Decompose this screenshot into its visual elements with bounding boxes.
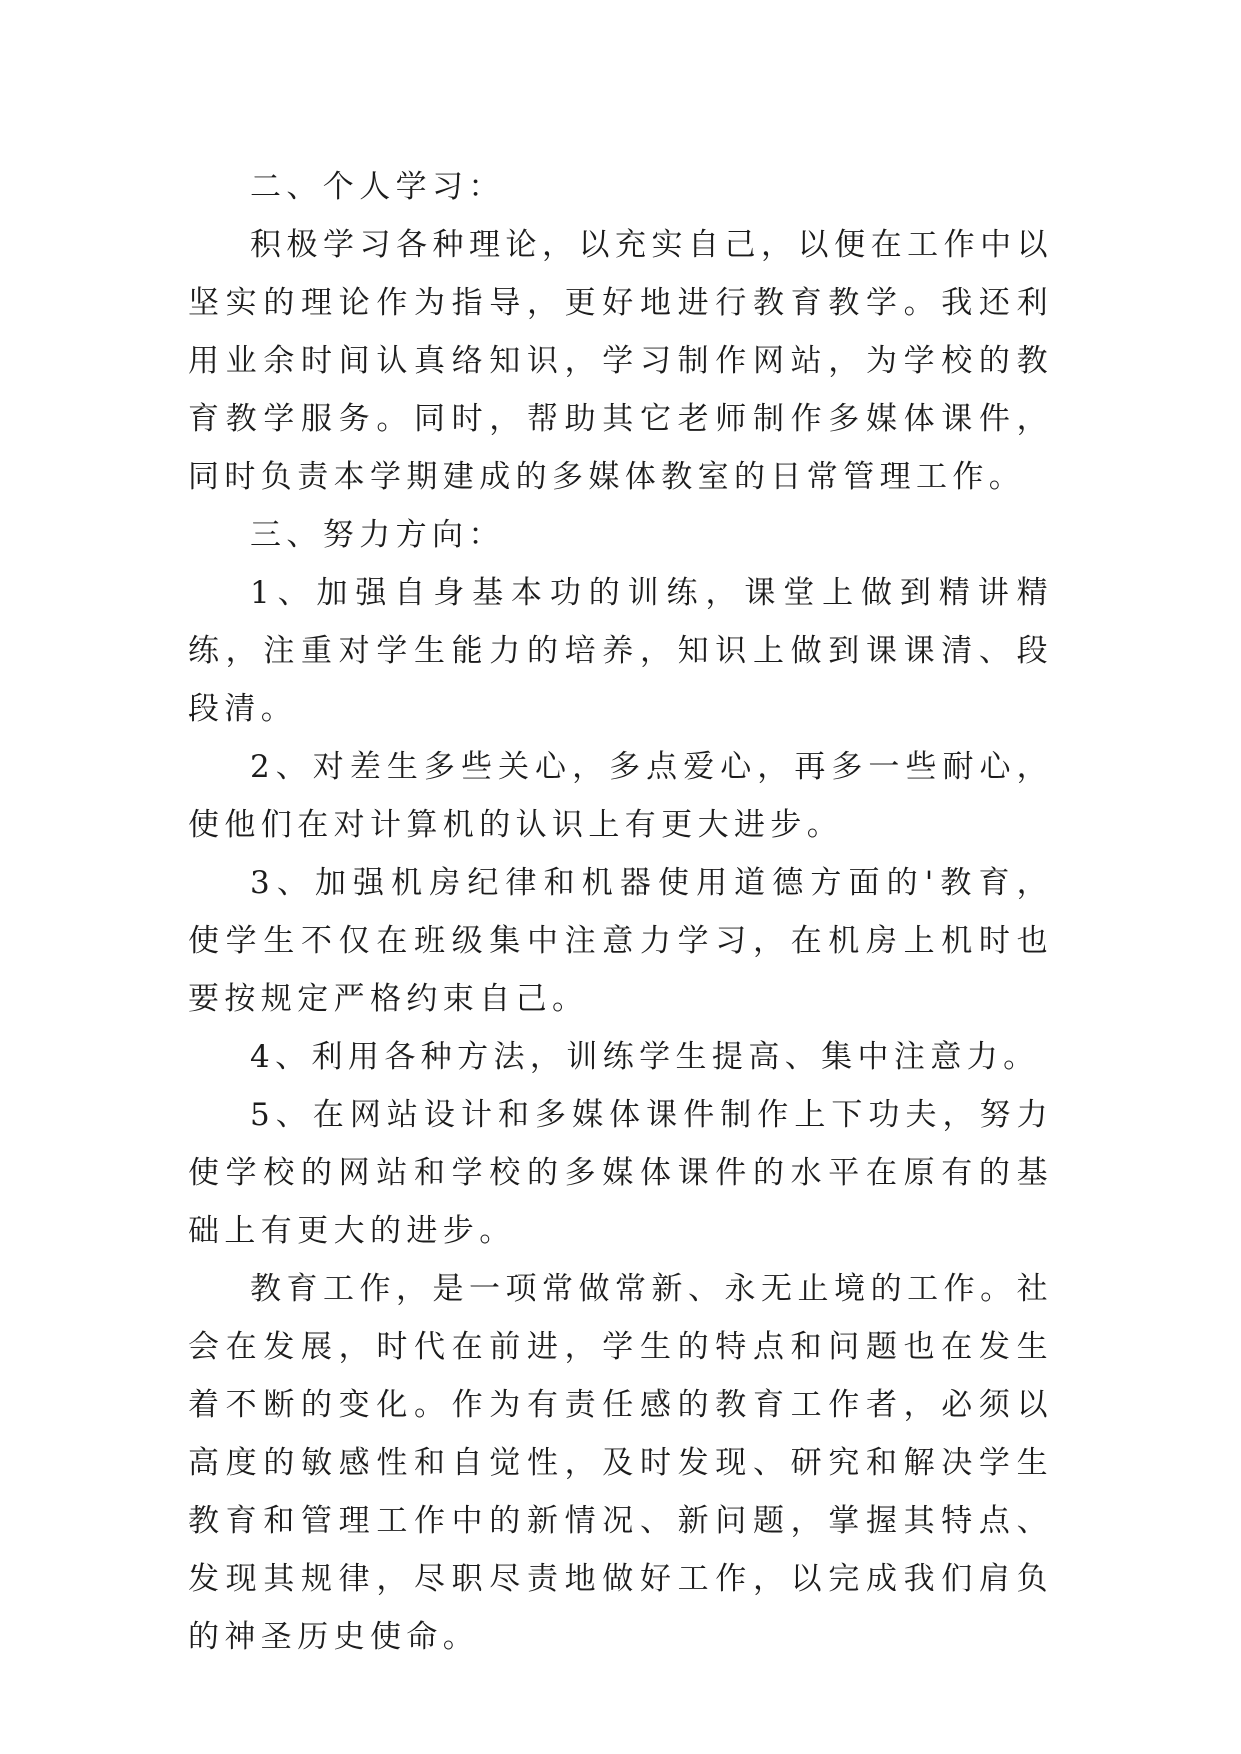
paragraph-personal-study: 积极学习各种理论，以充实自己，以便在工作中以坚实的理论作为指导，更好地进行教育教学。我还利用业余时间认真络知识，学习制作网站，为学校的教育教学服务。同时，帮助其它老师制作多媒体课件，同时负责本学期建成的多媒体教室的日常管理工作。 (188, 227, 1053, 495)
paragraph-conclusion: 教育工作，是一项常做常新、永无止境的工作。社会在发展，时代在前进，学生的特点和问题也在发生着不断的变化。作为有责任感的教育工作者，必须以高度的敏感性和自觉性，及时发现、研究和解决学生教育和管理工作中的新情况、新问题，掌握其特点、发现其规律，尽职尽责地做好工作，以完成我们肩负的神圣历史使命。 (188, 1271, 1053, 1655)
list-item-3: 3、加强机房纪律和机器使用道德方面的'教育，使学生不仅在班级集中注意力学习，在机房上机时也要按规定严格约束自己。 (188, 865, 1053, 1017)
section-heading-personal-study: 二、个人学习： (250, 169, 505, 205)
list-item-2: 2、对差生多些关心，多点爱心，再多一些耐心，使他们在对计算机的认识上有更大进步。 (188, 749, 1053, 843)
list-item-1: 1、加强自身基本功的训练，课堂上做到精讲精练，注重对学生能力的培养，知识上做到课课清、段段清。 (188, 575, 1053, 727)
list-item-5: 5、在网站设计和多媒体课件制作上下功夫，努力使学校的网站和学校的多媒体课件的水平在原有的基础上有更大的进步。 (188, 1097, 1053, 1249)
section-heading-direction: 三、努力方向： (250, 517, 505, 553)
list-item-4: 4、利用各种方法，训练学生提高、集中注意力。 (250, 1039, 1040, 1075)
document-body (188, 158, 1053, 1666)
